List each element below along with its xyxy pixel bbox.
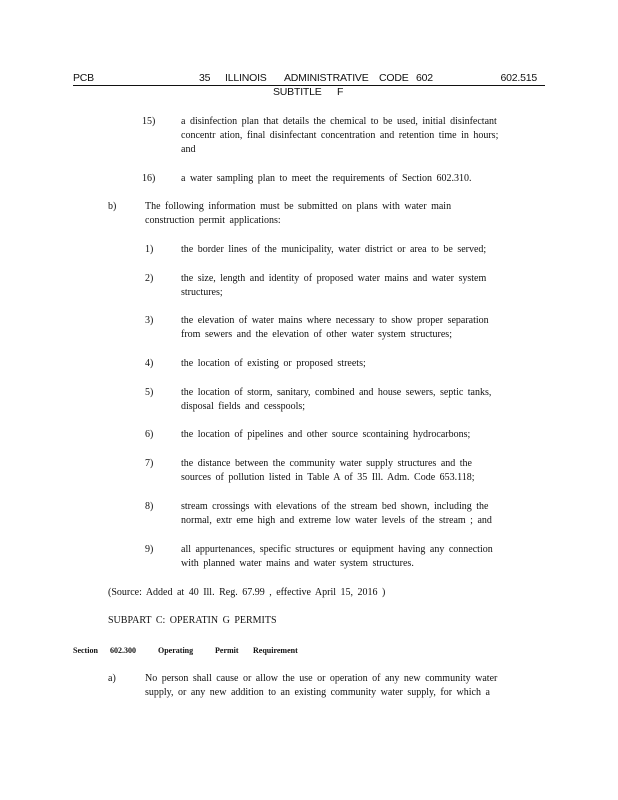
header-agency: PCB xyxy=(73,72,94,84)
page-header xyxy=(73,72,545,98)
header-section-number: 602.515 xyxy=(500,72,537,84)
section-title-word: Operating xyxy=(158,646,194,655)
item-text-line: and xyxy=(181,144,196,155)
item-text-line: construction permit applications: xyxy=(145,215,281,226)
header-subtitle-letter: F xyxy=(337,86,344,98)
section-label: Section xyxy=(73,646,98,655)
item-number: 8) xyxy=(145,501,154,512)
item-text-line: a water sampling plan to meet the requirements of Section 602.310. xyxy=(181,173,472,184)
source-note: (Source: Added at 40 Ill. Reg. 67.99 , effective April 15, 2016 ) xyxy=(108,587,386,598)
section-number: 602.300 xyxy=(110,646,136,655)
item-number: b) xyxy=(108,201,117,212)
item-text-line: all appurtenances, specific structures or equipment having any connection xyxy=(181,544,493,555)
item-text-line: the elevation of water mains where necessary to show proper separation xyxy=(181,315,489,326)
header-title-title-number: 35 xyxy=(199,72,211,84)
subpart-heading: SUBPART C: OPERATIN G PERMITS xyxy=(108,615,277,626)
item-text-line: structures; xyxy=(181,287,223,298)
item-number: 4) xyxy=(145,358,154,369)
item-text-line: concentr ation, final disinfectant concentration and retention time in hours; xyxy=(181,130,499,141)
header-title-part: 602 xyxy=(416,72,433,84)
header-title-state: ILLINOIS xyxy=(225,72,267,84)
item-text-line: from sewers and the elevation of other water system structures; xyxy=(181,329,452,340)
item-text-line: supply, or any new addition to an existing community water supply, for which a xyxy=(145,687,490,698)
item-number: a) xyxy=(108,673,116,684)
item-number: 6) xyxy=(145,429,154,440)
item-text-line: the distance between the community water supply structures and the xyxy=(181,458,472,469)
header-title-administrative: ADMINISTRATIVE xyxy=(284,72,369,84)
item-text-line: normal, extr eme high and extreme low water levels of the stream ; and xyxy=(181,515,492,526)
item-number: 9) xyxy=(145,544,154,555)
item-number: 7) xyxy=(145,458,154,469)
item-text-line: the location of storm, sanitary, combined and house sewers, septic tanks, xyxy=(181,387,492,398)
section-title-word: Requirement xyxy=(253,646,298,655)
item-text-line: the location of pipelines and other source scontaining hydrocarbons; xyxy=(181,429,471,440)
item-number: 3) xyxy=(145,315,154,326)
item-number: 5) xyxy=(145,387,154,398)
item-text-line: the size, length and identity of proposed water mains and water system xyxy=(181,273,487,284)
item-text-line: sources of pollution listed in Table A of 35 Ill. Adm. Code 653.118; xyxy=(181,472,475,483)
item-number: 1) xyxy=(145,244,154,255)
item-text-line: stream crossings with elevations of the stream bed shown, including the xyxy=(181,501,489,512)
section-title-word: Permit xyxy=(215,646,239,655)
item-text-line: the location of existing or proposed streets; xyxy=(181,358,366,369)
item-text-line: with planned water mains and water system structures. xyxy=(181,558,414,569)
header-title-code: CODE xyxy=(379,72,409,84)
item-text-line: a disinfection plan that details the chemical to be used, initial disinfectant xyxy=(181,116,497,127)
item-text-line: The following information must be submitted on plans with water main xyxy=(145,201,452,212)
item-text-line: disposal fields and cesspools; xyxy=(181,401,306,412)
item-number: 16) xyxy=(142,173,156,184)
item-text-line: the border lines of the municipality, water district or area to be served; xyxy=(181,244,487,255)
item-text-line: No person shall cause or allow the use or operation of any new community water xyxy=(145,673,498,684)
header-subtitle: SUBTITLE xyxy=(273,86,322,98)
item-number: 15) xyxy=(142,116,156,127)
item-number: 2) xyxy=(145,273,154,284)
